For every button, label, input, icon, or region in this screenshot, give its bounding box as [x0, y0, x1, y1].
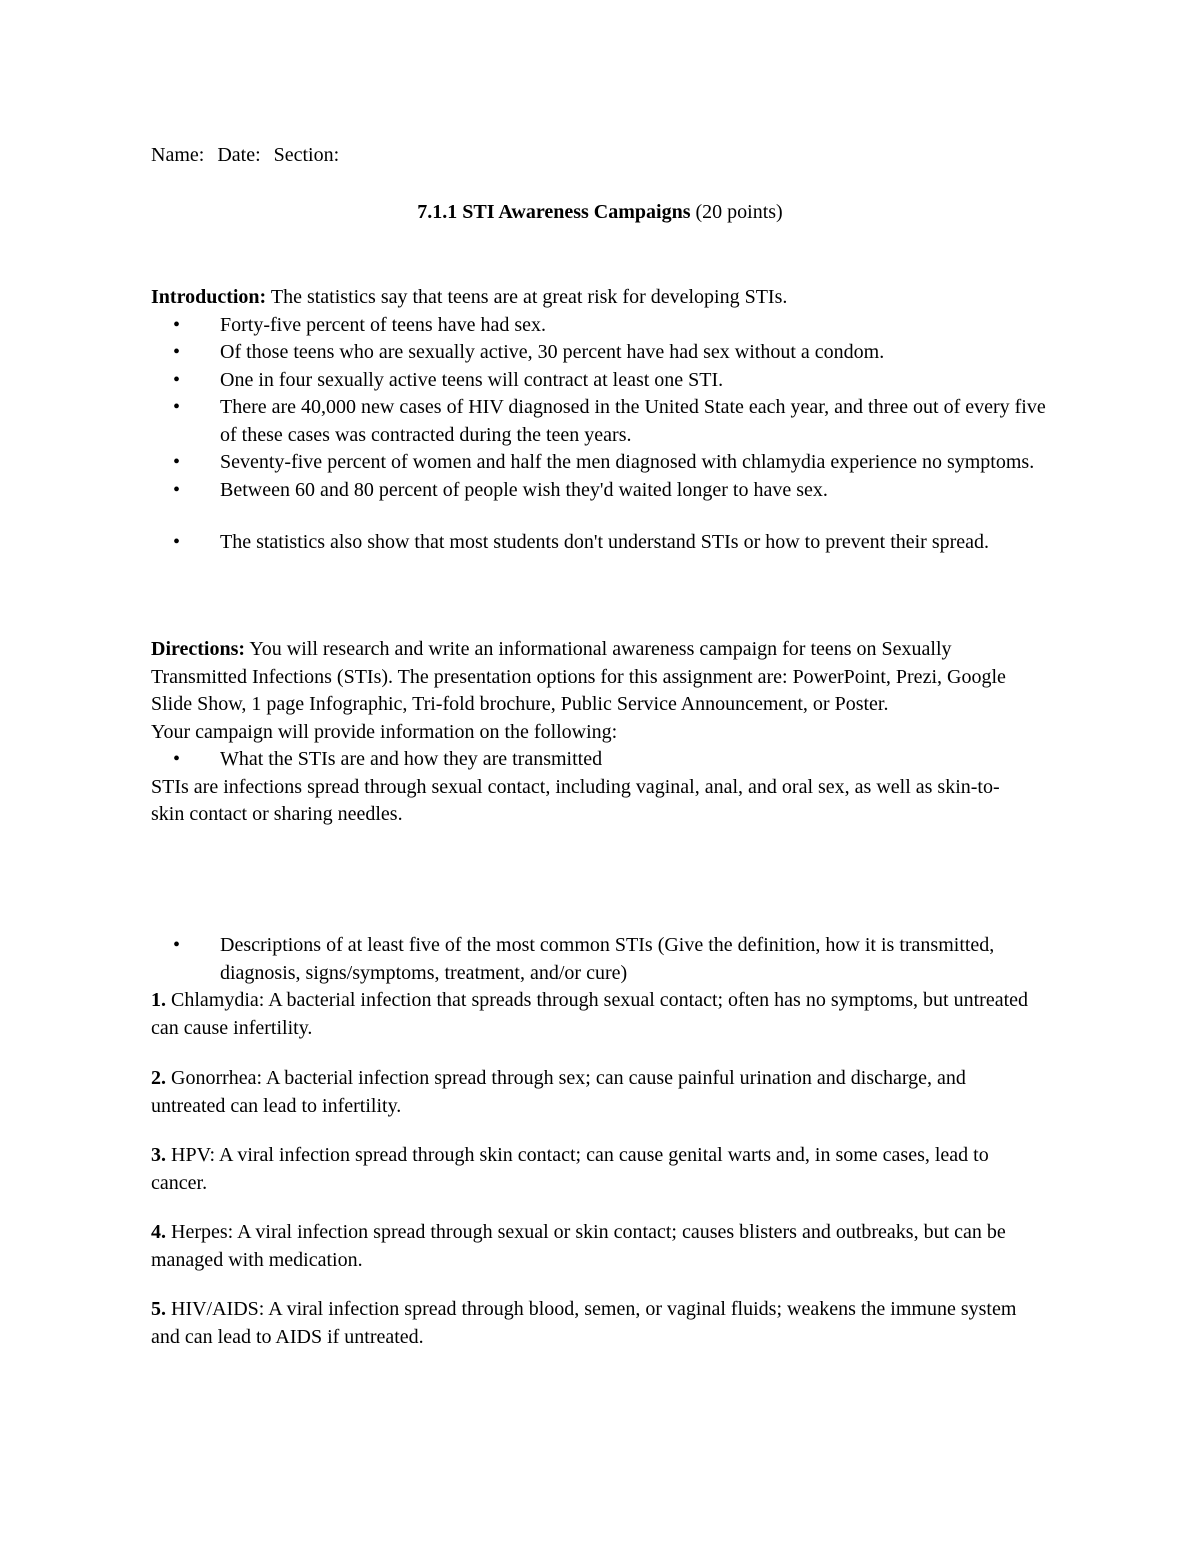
sti-item-chlamydia: [151, 987, 1031, 1042]
bullet-text: One in four sexually active teens will contract at least one STI.: [220, 368, 724, 391]
bullet-text: Seventy-five percent of women and half the men diagnosed with chlamydia experience no symptoms.: [220, 451, 1035, 473]
directions-paragraph: [151, 636, 1031, 719]
sti-descriptions-section: [151, 932, 1031, 1351]
bullet-text: What the STIs are and how they are transmitted: [220, 748, 603, 770]
sti-text: HPV: A viral infection spread through skin contact; can cause genital warts and, in some cases, lead to cancer.: [151, 1144, 989, 1194]
section-label: Section:: [273, 144, 340, 166]
list-item: [151, 477, 1051, 505]
bullet-text: Descriptions of at least five of the most common STIs (Give the definition, how it is transmitted, diagnosis, signs/symptoms, treatment, and/or cure): [220, 934, 995, 984]
sti-number: 5.: [151, 1298, 166, 1320]
directions-text: You will research and write an informational awareness campaign for teens on Sexually Transmitted Infections (STIs). The presentation options for this assignment are: PowerPoint, Prezi, Google Slide Show, 1 page Infographic, Tri-fold brochure, Public Service Announcement, or Poster.: [151, 638, 1006, 715]
introduction-label: Introduction:: [151, 286, 267, 308]
bullet-icon: •: [173, 313, 181, 336]
introduction-text: The statistics say that teens are at great risk for developing STIs.: [270, 286, 788, 308]
bullet-text: Between 60 and 80 percent of people wish they'd waited longer to have sex.: [220, 478, 828, 501]
bullet-icon: •: [173, 934, 181, 956]
list-item: [151, 529, 1060, 557]
list-item: [151, 339, 1051, 367]
introduction-section: [151, 284, 1051, 557]
sti-text: Gonorrhea: A bacterial infection spread through sex; can cause painful urination and discharge, and untreated can lead to infertility.: [151, 1067, 966, 1117]
list-item: [151, 746, 1031, 774]
bullet-text: The statistics also show that most students don't understand STIs or how to prevent their spread.: [220, 531, 990, 553]
sti-text: HIV/AIDS: A viral infection spread through blood, semen, or vaginal fluids; weakens the immune system and can lead to AIDS if untreated.: [151, 1298, 1017, 1348]
sti-number: 3.: [151, 1144, 166, 1166]
sti-item-hiv-aids: [151, 1296, 1031, 1351]
sti-number: 4.: [151, 1221, 166, 1243]
bullet-text: There are 40,000 new cases of HIV diagnosed in the United State each year, and three out of every five of these cases was contracted during the teen years.: [220, 396, 1046, 446]
title-points: (20 points): [695, 201, 783, 223]
sti-number: 2.: [151, 1067, 166, 1089]
bullet-text: Of those teens who are sexually active, 30 percent have had sex without a condom.: [220, 341, 885, 363]
directions-section: [151, 636, 1031, 829]
sti-item-gonorrhea: [151, 1065, 1031, 1120]
date-label: Date:: [217, 144, 261, 166]
bullet-icon: •: [173, 341, 181, 363]
sti-item-herpes: [151, 1219, 1031, 1274]
title-bold: 7.1.1 STI Awareness Campaigns: [417, 201, 691, 223]
list-item: [151, 449, 1040, 477]
introduction-line: [151, 284, 1051, 312]
sti-text: Chlamydia: A bacterial infection that spreads through sexual contact; often has no symptoms, but untreated can cause infertility.: [151, 989, 1029, 1039]
page-title: [0, 199, 1200, 227]
answer-sti-definition: STIs are infections spread through sexual contact, including vaginal, anal, and oral sex, as well as skin-to-skin contact or sharing needles.: [151, 775, 1000, 825]
bullet-icon: •: [173, 748, 181, 770]
bullet-icon: •: [173, 531, 181, 553]
sti-number: 1.: [151, 989, 166, 1011]
bullet-icon: •: [173, 368, 181, 391]
name-label: Name:: [151, 144, 205, 166]
bullet-text: Forty-five percent of teens have had sex.: [220, 313, 546, 336]
directions-followup: Your campaign will provide information on the following:: [151, 720, 618, 743]
directions-label: Directions:: [151, 638, 246, 660]
bullet-icon: •: [173, 478, 181, 501]
sti-item-hpv: [151, 1142, 1031, 1197]
sti-text: Herpes: A viral infection spread through sexual or skin contact; causes blisters and outbreaks, but can be managed with medication.: [151, 1221, 1006, 1271]
bullet-icon: •: [173, 396, 181, 418]
list-item: [151, 312, 1051, 340]
header-fields: [151, 142, 347, 170]
list-item: [151, 394, 1060, 449]
list-item: [151, 367, 1051, 395]
list-item: [151, 932, 1031, 987]
bullet-icon: •: [173, 451, 181, 473]
